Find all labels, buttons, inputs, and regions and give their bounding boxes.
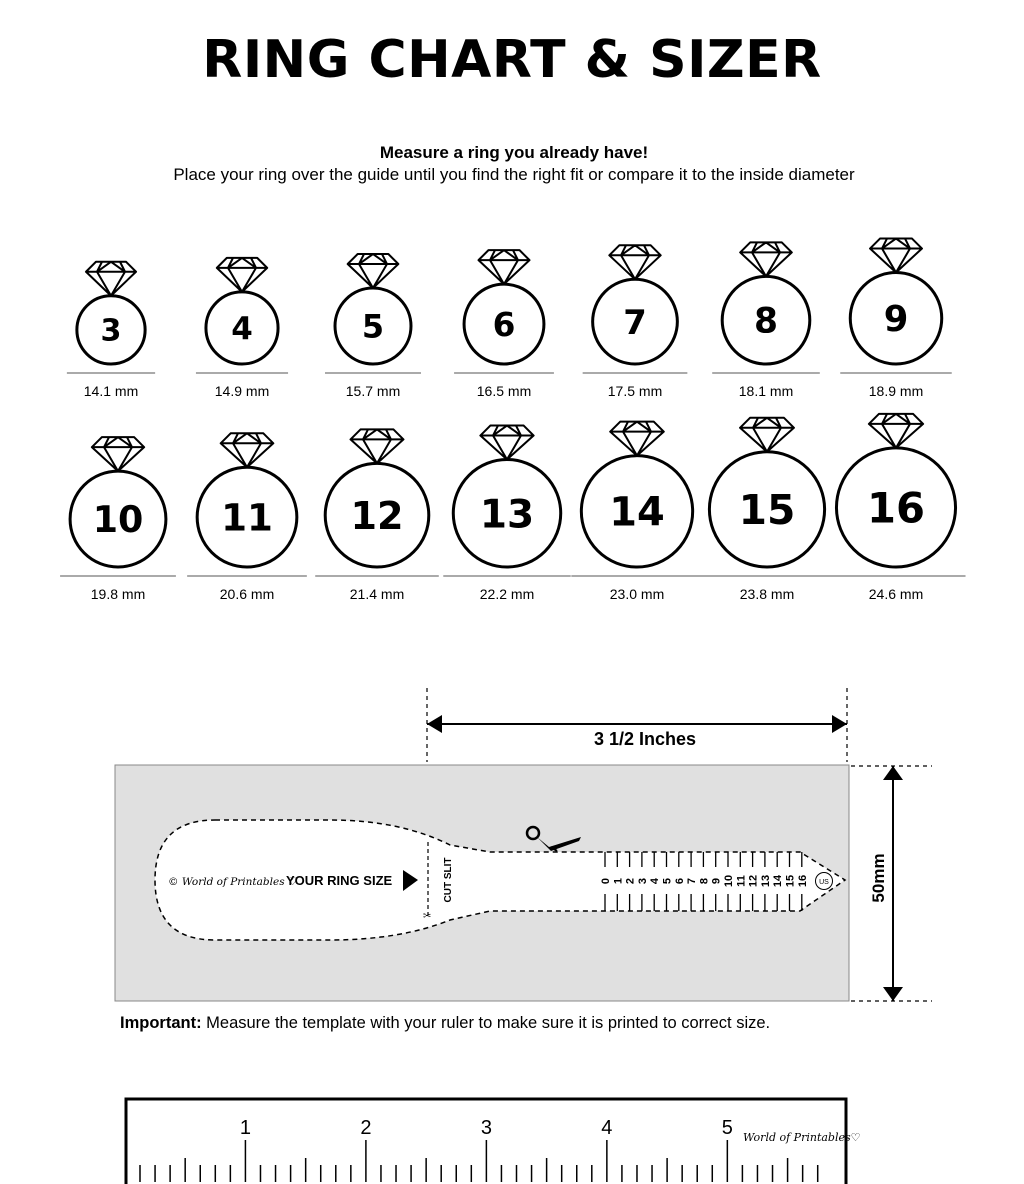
- diamond-icon: [609, 245, 660, 279]
- ruler-number: 5: [721, 1117, 733, 1139]
- scale-number: 15: [784, 874, 797, 888]
- ring-size-number: 16: [867, 483, 925, 533]
- ring-size-number: 8: [753, 301, 779, 342]
- diamond-icon: [479, 250, 530, 284]
- ring-mm-label: 23.8 mm: [739, 586, 795, 602]
- width-dimension: [427, 688, 847, 762]
- scale-number: 8: [698, 877, 711, 885]
- scale-number: 10: [723, 874, 735, 888]
- ring-mm-label: 18.1 mm: [738, 383, 794, 399]
- ruler-brand: World of Printables♡: [743, 1131, 861, 1144]
- diamond-icon: [740, 242, 792, 276]
- ring-mm-label: 23.0 mm: [609, 586, 665, 602]
- important-note: [120, 1014, 770, 1033]
- ring-mm-label: 20.6 mm: [219, 586, 275, 602]
- ring-mm-label: 14.1 mm: [83, 383, 139, 399]
- ring-size-12: [315, 429, 439, 602]
- ruler-number: 1: [239, 1117, 251, 1139]
- ring-size-10: [60, 437, 176, 602]
- width-label: 3 1/2 Inches: [593, 729, 697, 749]
- diamond-icon: [221, 433, 274, 467]
- subtitle-heading: Measure a ring you already have!: [379, 143, 649, 162]
- scale-number: 0: [600, 877, 612, 885]
- ring-size-16: [826, 414, 965, 602]
- diamond-icon: [86, 262, 136, 296]
- diamond-icon: [740, 418, 794, 452]
- scale-number: 5: [661, 877, 674, 885]
- subtitle-instructions: Place your ring over the guide until you find the right fit or compare it to the inside diameter: [173, 165, 855, 184]
- ring-size-number: 4: [231, 311, 253, 348]
- ring-mm-label: 16.5 mm: [476, 383, 532, 399]
- diamond-icon: [351, 429, 404, 463]
- ring-size-11: [187, 433, 307, 602]
- ring-mm-label: 22.2 mm: [479, 586, 535, 602]
- ring-size-9: [840, 239, 951, 399]
- ruler-number: 3: [480, 1117, 492, 1139]
- ring-size-number: 10: [92, 498, 144, 542]
- diamond-icon: [92, 437, 144, 471]
- ring-size-8: [712, 242, 820, 399]
- small-scissors-icon: ✂: [423, 911, 432, 922]
- ring-size-number: 9: [883, 299, 909, 341]
- scale-number: 2: [624, 877, 637, 885]
- diamond-icon: [348, 254, 399, 288]
- ring-size-number: 7: [623, 302, 647, 342]
- page-title: RING CHART & SIZER: [202, 30, 822, 90]
- scale-number: 16: [796, 874, 809, 888]
- height-dimension: [851, 766, 932, 1001]
- ring-mm-label: 14.9 mm: [214, 383, 270, 399]
- ring-mm-label: 15.7 mm: [345, 383, 401, 399]
- ring-size-5: [325, 254, 421, 399]
- ring-size-number: 3: [100, 313, 122, 349]
- ring-size-15: [699, 418, 834, 602]
- scale-number: 7: [686, 877, 699, 885]
- ruler-number: 2: [360, 1117, 372, 1139]
- scale-number: 6: [673, 877, 686, 885]
- diamond-icon: [480, 426, 533, 460]
- scale-number: 4: [649, 877, 662, 885]
- scale-number: 13: [759, 874, 772, 888]
- ring-mm-label: 17.5 mm: [607, 383, 663, 399]
- important-text: Measure the template with your ruler to make sure it is printed to correct size.: [201, 1014, 771, 1032]
- ruler-number: 4: [601, 1117, 613, 1139]
- ring-size-4: [196, 258, 288, 399]
- ring-mm-label: 19.8 mm: [90, 586, 146, 602]
- important-label: Important:: [120, 1014, 202, 1032]
- ring-size-14: [571, 422, 702, 602]
- ring-size-3: [67, 262, 155, 399]
- ring-size-number: 15: [738, 486, 796, 535]
- ring-size-number: 14: [609, 489, 665, 536]
- ring-size-7: [583, 245, 688, 399]
- diamond-icon: [217, 258, 267, 292]
- ring-size-number: 6: [492, 305, 516, 344]
- scale-number: 3: [636, 877, 649, 885]
- ring-size-chart: [60, 239, 965, 602]
- diamond-icon: [610, 422, 664, 456]
- ring-size-number: 13: [479, 492, 535, 538]
- ring-size-number: 11: [221, 495, 273, 540]
- ring-size-number: 5: [361, 307, 385, 346]
- scale-number: 9: [710, 877, 723, 885]
- scale-number: 11: [735, 875, 748, 887]
- us-badge-label: US: [819, 879, 829, 886]
- ring-size-number: 12: [350, 493, 404, 538]
- brand-logo: © World of Printables ♡: [168, 876, 298, 888]
- scale-number: 1: [612, 877, 625, 885]
- ring-size-6: [454, 250, 554, 399]
- height-label: 50mm: [869, 853, 888, 903]
- ring-mm-label: 18.9 mm: [868, 383, 924, 399]
- ring-mm-label: 24.6 mm: [868, 586, 924, 602]
- scale-number: 12: [747, 874, 760, 888]
- ring-mm-label: 21.4 mm: [349, 586, 405, 602]
- ring-size-13: [443, 426, 570, 602]
- your-ring-size-label: YOUR RING SIZE: [286, 873, 393, 888]
- diamond-icon: [869, 414, 923, 448]
- cut-slit-label: CUT SLIT: [443, 857, 454, 903]
- scale-number: 14: [772, 874, 785, 888]
- diamond-icon: [870, 239, 922, 273]
